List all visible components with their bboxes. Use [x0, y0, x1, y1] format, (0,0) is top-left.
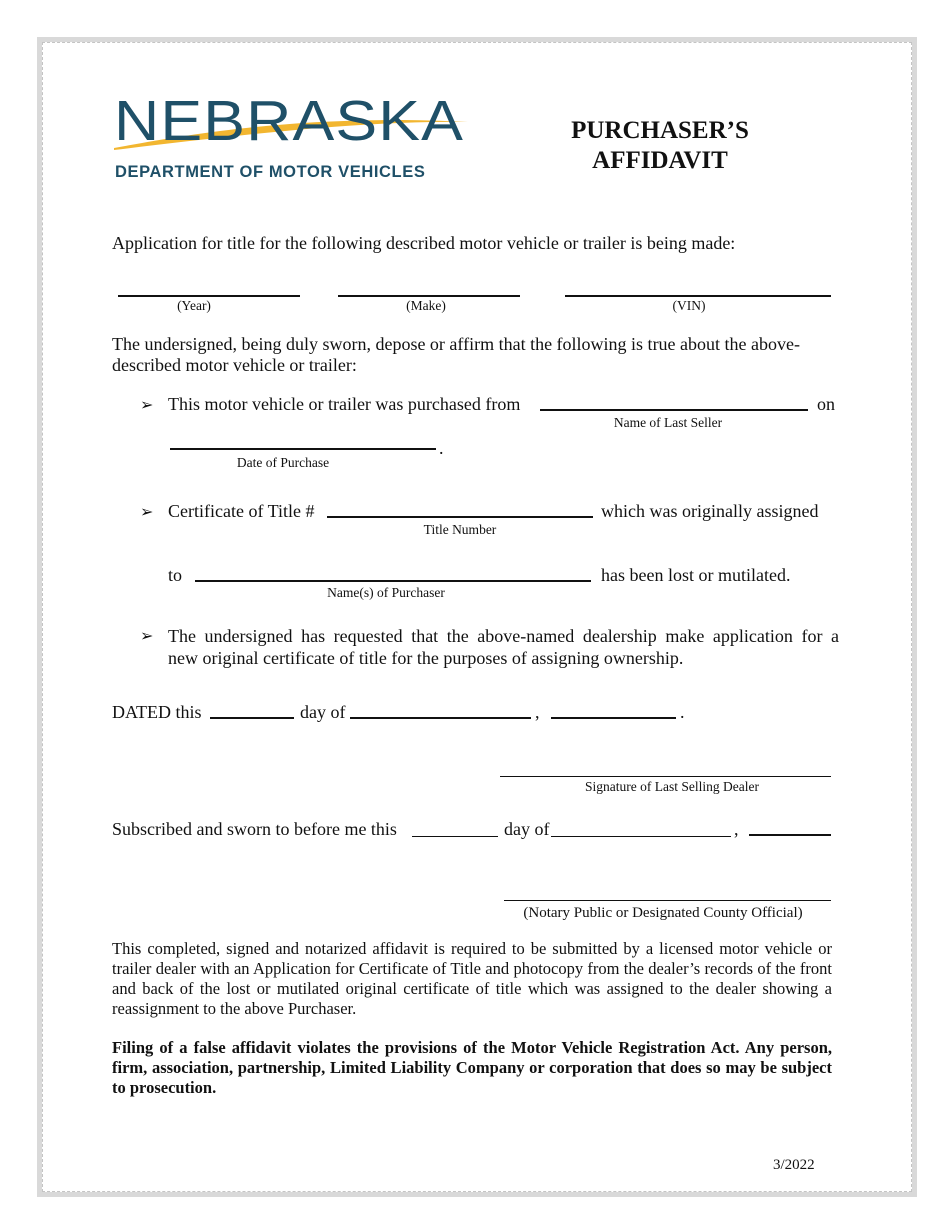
purchaser-name-field[interactable]: [195, 580, 591, 582]
purchaser-name-label: Name(s) of Purchaser: [327, 585, 445, 600]
logo-department: DEPARTMENT OF MOTOR VEHICLES: [115, 163, 426, 181]
lost-mutilated-text: has been lost or mutilated.: [601, 565, 791, 585]
dated-day-field[interactable]: [210, 717, 294, 719]
sworn-statement-line-2: described motor vehicle or trailer:: [112, 355, 357, 375]
last-seller-field[interactable]: [540, 409, 808, 411]
make-label: (Make): [406, 298, 446, 313]
notary-label: (Notary Public or Designated County Official): [523, 905, 803, 921]
revision-date: 3/2022: [773, 1157, 815, 1173]
form-title: [540, 116, 780, 176]
logo-wordmark: NEBRASKA: [114, 92, 464, 152]
title-number-label: Title Number: [423, 522, 497, 537]
dealership-request-line-2: new original certificate of title for the purposes of assigning ownership.: [168, 648, 684, 668]
dealer-signature-field[interactable]: [500, 776, 831, 777]
dated-day-of: day of: [300, 702, 346, 722]
dated-month-field[interactable]: [350, 717, 531, 719]
year-field[interactable]: [118, 295, 300, 297]
dated-year-field[interactable]: [551, 717, 676, 719]
purchase-date-label: Date of Purchase: [236, 455, 330, 470]
to-text: to: [168, 565, 183, 585]
arrow-bullet-icon: ➢: [140, 628, 154, 645]
vin-label: (VIN): [672, 298, 706, 313]
vin-field[interactable]: [565, 295, 831, 297]
page-border: [37, 37, 917, 1197]
sworn-statement-line-1: The undersigned, being duly sworn, depose or affirm that the following is true about the above-: [112, 334, 800, 354]
subscribed-day-of: day of: [504, 819, 550, 839]
notary-signature-field[interactable]: [504, 900, 831, 901]
dated-comma: ,: [535, 702, 540, 722]
intro-text: Application for title for the following described motor vehicle or trailer is being made:: [112, 233, 736, 253]
subscribed-day-field[interactable]: [412, 836, 498, 837]
arrow-bullet-icon: ➢: [140, 397, 154, 414]
purchased-from-text: This motor vehicle or trailer was purchased from: [168, 394, 521, 414]
dealer-signature-label: Signature of Last Selling Dealer: [585, 779, 759, 794]
originally-assigned-text: which was originally assigned: [601, 501, 819, 521]
dealership-request-line-1: The undersigned has requested that the above-named dealership make application for a: [168, 626, 839, 646]
title-line-1: PURCHASER’S: [571, 117, 749, 144]
dated-period: .: [680, 702, 685, 722]
arrow-bullet-icon: ➢: [140, 504, 154, 521]
subscribed-comma: ,: [734, 819, 739, 839]
year-label: (Year): [177, 298, 211, 313]
purchase-date-period: .: [439, 438, 444, 458]
dated-prefix: DATED this: [112, 702, 202, 722]
certificate-title-text: Certificate of Title #: [168, 501, 315, 521]
subscribed-year-field[interactable]: [749, 834, 831, 836]
false-affidavit-warning: Filing of a false affidavit violates the provisions of the Motor Vehicle Registration Act. Any person, firm, association, partnership, Limited Liability Company or corporation that does so may be subject to prosecution.: [112, 1038, 832, 1097]
purchase-date-field[interactable]: [170, 448, 436, 450]
title-line-2: AFFIDAVIT: [592, 147, 728, 174]
on-text: on: [817, 394, 835, 414]
instructions-paragraph: This completed, signed and notarized affidavit is required to be submitted by a licensed motor vehicle or trailer dealer with an Application for Certificate of Title and photocopy from the dealer’s records of the front and back of the lost or mutilated original certificate of title which was assigned to the dealer showing a reassignment to the above Purchaser.: [112, 939, 832, 1018]
make-field[interactable]: [338, 295, 520, 297]
last-seller-label: Name of Last Seller: [613, 415, 723, 430]
subscribed-prefix: Subscribed and sworn to before me this: [112, 819, 397, 839]
title-number-field[interactable]: [327, 516, 593, 518]
subscribed-month-field[interactable]: [551, 836, 731, 837]
nebraska-logo: [112, 92, 472, 152]
